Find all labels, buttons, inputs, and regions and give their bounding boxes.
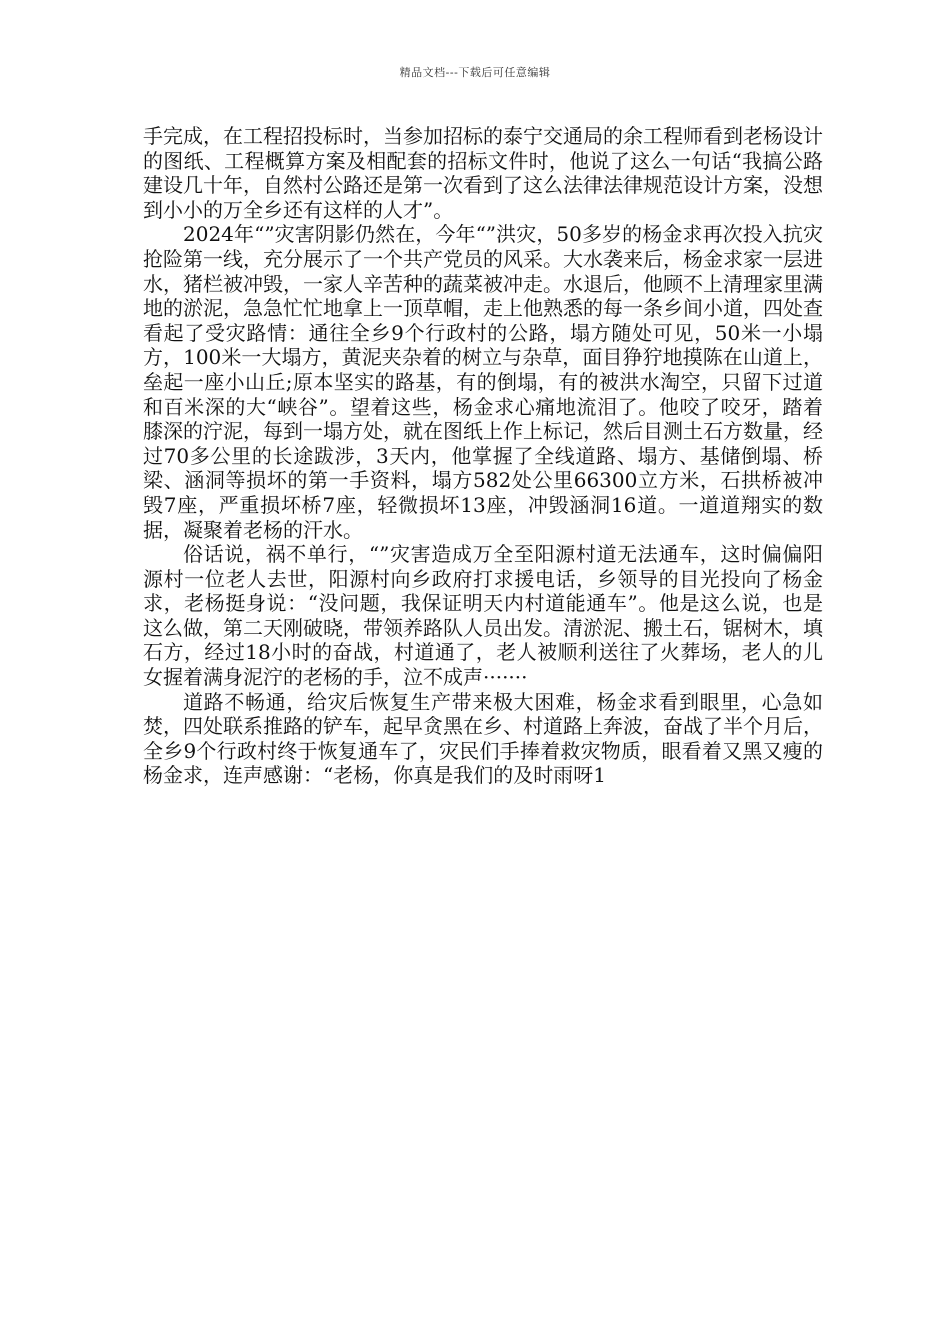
document-body [143,124,823,788]
paragraph-2: 2024年“”灾害阴影仍然在，今年“”洪灾，50多岁的杨金求再次投入抗灾抢险第一线，充分展示了一个共产党员的风采。大水袭来后，杨金求家一层进水，猪栏被冲毁，一家人辛苦种的蔬菜被冲走。水退后，他顾不上清理家里满地的淤泥，急急忙忙地拿上一顶草帽，走上他熟悉的每一条乡间小道，四处查看起了受灾路情：通往全乡9个行政村的公路，塌方随处可见，50米一小塌方，100米一大塌方，黄泥夹杂着的树立与杂草，面目狰狞地摸陈在山道上，垒起一座小山丘;原本坚实的路基，有的倒塌，有的被洪水淘空，只留下过道和百米深的大“峡谷”。望着这些，杨金求心痛地流泪了。他咬了咬牙，踏着膝深的泞泥，每到一塌方处，就在图纸上作上标记，然后目测土石方数量，经过70多公里的长途跋涉，3天内，他掌握了全线道路、塌方、基储倒塌、桥梁、涵洞等损坏的第一手资料，塌方582处公里66300立方米，石拱桥被冲毁7座，严重损坏桥7座，轻微损坏13座，冲毁涵洞16道。一道道翔实的数据，凝聚着老杨的汗水。 [143,222,823,542]
paragraph-4: 道路不畅通，给灾后恢复生产带来极大困难，杨金求看到眼里，心急如焚，四处联系推路的铲车，起早贪黑在乡、村道路上奔波，奋战了半个月后，全乡9个行政村终于恢复通车了，灾民们手捧着救灾物质，眼看着又黑又瘦的杨金求，连声感谢：“老杨，你真是我们的及时雨呀1 [143,689,823,788]
paragraph-3: 俗话说，祸不单行，“”灾害造成万全至阳源村道无法通车，这时偏偏阳源村一位老人去世，阳源村向乡政府打求援电话，乡领导的目光投向了杨金求，老杨挺身说：“没问题，我保证明天内村道能通车”。他是这么说，也是这么做，第二天刚破晓，带领养路队人员出发。清淤泥、搬土石，锯树木，填石方，经过18小时的奋战，村道通了，老人被顺利送往了火葬场，老人的儿女握着满身泥泞的老杨的手，泣不成声······· [143,542,823,690]
page-header: 精品文档---下载后可任意编辑 [399,66,551,79]
paragraph-1: 手完成，在工程招投标时，当参加招标的泰宁交通局的余工程师看到老杨设计的图纸、工程概算方案及相配套的招标文件时，他说了这么一句话“我搞公路建设几十年，自然村公路还是第一次看到了这么法律法律规范设计方案，没想到小小的万全乡还有这样的人才”。 [143,124,823,222]
